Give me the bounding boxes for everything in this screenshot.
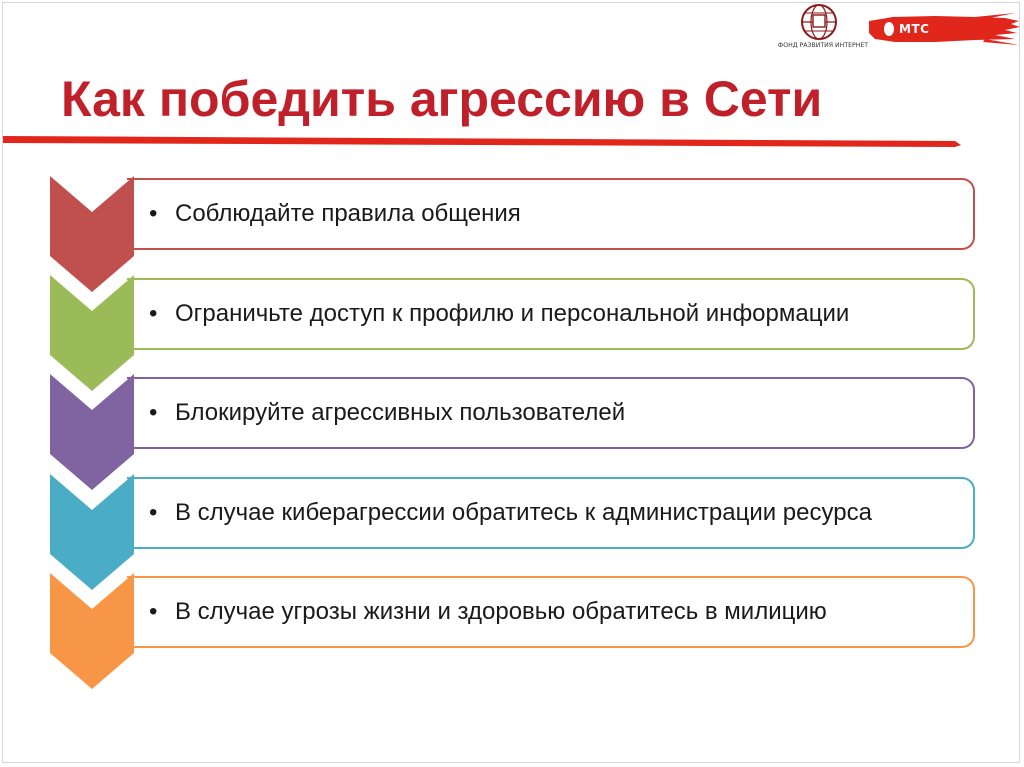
mts-egg-icon: [884, 22, 894, 36]
mts-logo: [865, 9, 1021, 51]
bullet-icon: •: [149, 499, 158, 526]
step-label-2: Ограничьте доступ к профилю и персональной информации: [175, 300, 850, 327]
step-label-4: В случае киберагрессии обратитесь к администрации ресурса: [175, 499, 872, 526]
step-text-1: [149, 178, 521, 250]
step-chevron-3: [50, 374, 134, 490]
step-label-5: В случае угрозы жизни и здоровью обратитесь в милицию: [175, 598, 827, 625]
fund-logo-caption: ФОНД РАЗВИТИЯ ИНТЕРНЕТ: [777, 42, 869, 49]
step-text-3: [149, 377, 625, 449]
step-chevron-5: [50, 573, 134, 689]
fund-logo: [777, 3, 869, 49]
slide-title: Как победить агрессию в Сети: [61, 71, 823, 127]
step-text-2: [149, 278, 849, 350]
bullet-icon: •: [149, 300, 158, 327]
mts-logo-text: МТС: [899, 22, 930, 36]
slide: [2, 2, 1020, 763]
bullet-icon: •: [149, 200, 158, 227]
step-label-3: Блокируйте агрессивных пользователей: [175, 399, 626, 426]
step-text-5: [149, 576, 827, 648]
step-text-4: [149, 477, 872, 549]
mts-brush-stroke: [865, 9, 1021, 51]
title-underline: [3, 131, 963, 151]
bullet-icon: •: [149, 598, 158, 625]
bullet-icon: •: [149, 399, 158, 426]
step-label-1: Соблюдайте правила общения: [175, 200, 521, 227]
